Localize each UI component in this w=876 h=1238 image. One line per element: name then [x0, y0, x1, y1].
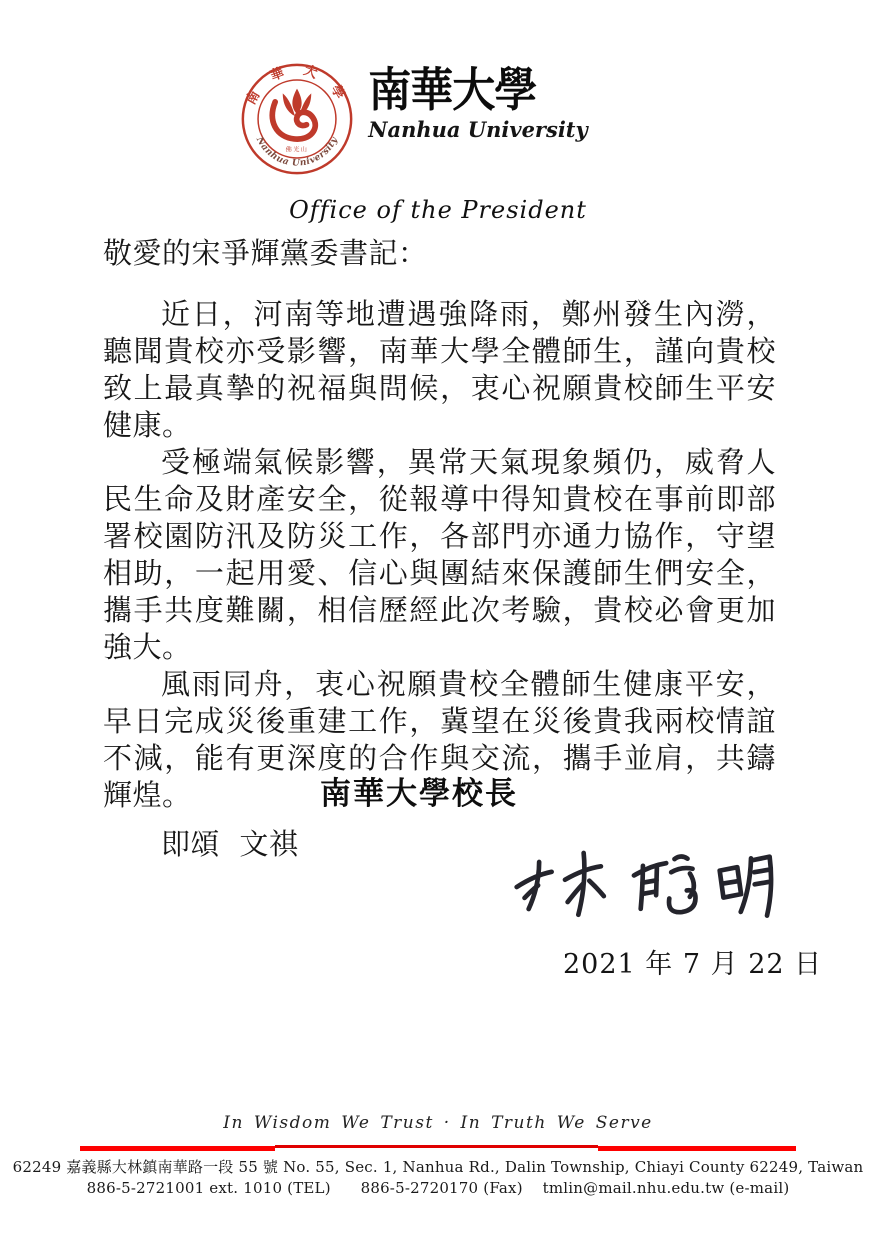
rule-segment-right — [598, 1146, 796, 1151]
footer-red-rule — [80, 1144, 796, 1151]
handwritten-signature — [496, 822, 776, 940]
letterhead — [0, 62, 876, 224]
footer-address: 62249 嘉義縣大林鎮南華路一段 55 號 No. 55, Sec. 1, Nanhua Rd., Dalin Township, Chiayi County 62249, Taiwan — [12, 1158, 864, 1176]
paragraph-2: 受極端氣候影響，異常天氣現象頻仍，威脅人民生命及財產安全，從報導中得知貴校在事前即部署校園防汛及防災工作，各部門亦通力協作，守望相助，一起用愛、信心與團結來保護師生們安全，攜手共度難關，相信歷經此次考驗，貴校必會更加強大。 — [103, 445, 776, 664]
university-motto: In Wisdom We Trust · In Truth We Serve — [223, 1113, 653, 1133]
seal-sub-text: 佛光山 — [285, 146, 309, 154]
svg-text:Nanhua University: Nanhua University — [254, 135, 341, 169]
footer-contact: 886-5-2721001 ext. 1010 (TEL) 886-5-2720170 (Fax) tmlin@mail.nhu.edu.tw (e-mail) — [86, 1179, 790, 1197]
paragraph-3: 風雨同舟，衷心祝願貴校全體師生健康平安，早日完成災後重建工作，冀望在災後貴我兩校情誼不減，能有更深度的合作與交流，攜手並肩，共鑄輝煌。 — [103, 667, 776, 812]
salutation: 敬愛的宋爭輝黨委書記： — [103, 236, 428, 270]
university-seal-icon — [240, 62, 354, 176]
rule-segment-left — [80, 1146, 275, 1151]
paragraph-1: 近日，河南等地遭遇強降雨，鄭州發生內澇，聽聞貴校亦受影響，南華大學全體師生，謹向貴校致上最真摯的祝福與問候，衷心祝願貴校師生平安健康。 — [103, 297, 776, 442]
closing-salute: 即頌 文祺 — [161, 827, 299, 861]
office-of-the-president: Office of the President — [289, 196, 587, 224]
letter-date: 2021 年 7 月 22 日 — [563, 949, 823, 980]
svg-text:南 華 大 學: 南 華 大 學 — [244, 63, 351, 108]
signature-strokes-icon — [494, 817, 778, 945]
university-name-zh: 南華大學 — [368, 63, 537, 118]
rule-segment-mid — [275, 1145, 598, 1148]
logo-row — [0, 62, 828, 176]
university-name-en: Nanhua University — [368, 117, 588, 142]
wordmark — [368, 62, 587, 142]
signer-title: 南華大學校長 — [320, 776, 518, 812]
